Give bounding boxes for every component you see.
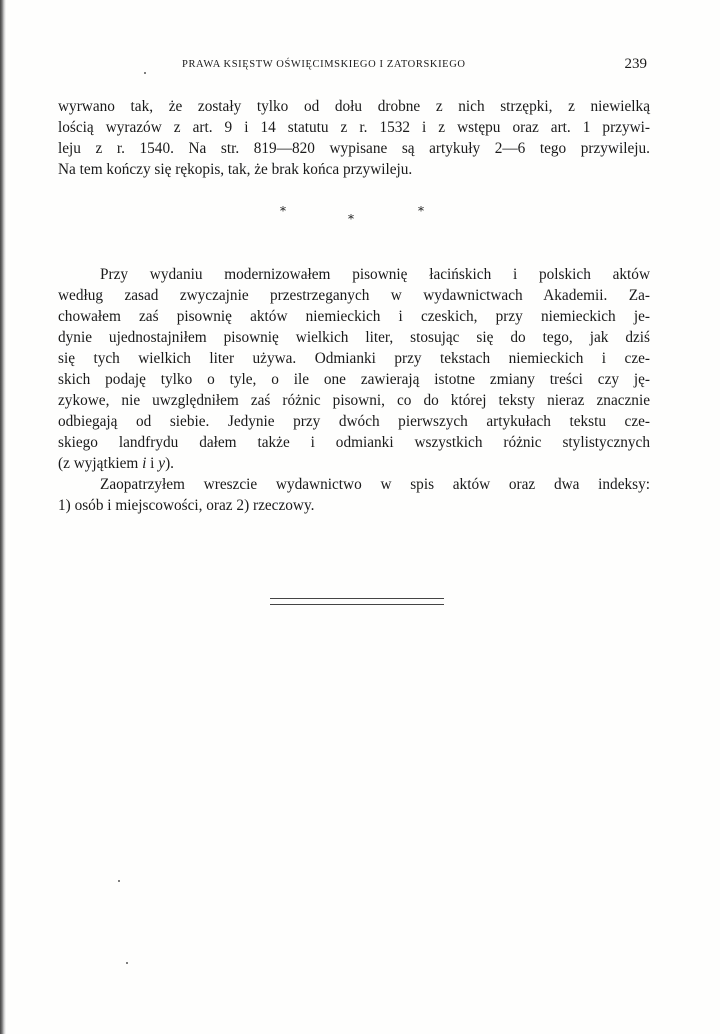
paper-speck (118, 880, 120, 882)
paragraph-manuscript-description (58, 96, 650, 180)
paper-speck (126, 962, 128, 964)
text-line: chowałem zaś pisownię aktów niemieckich i czeskich, przy niemieckich je- (58, 308, 650, 325)
asterism-separator (270, 204, 440, 228)
page-number: 239 (624, 56, 647, 72)
paper-speck (144, 72, 146, 74)
asterisk: * (280, 204, 286, 218)
text-line: odbiegają od siebie. Jedynie przy dwóch pierwszych artykułach tekstu cze- (58, 413, 650, 430)
text-line (58, 453, 650, 474)
running-title: PRAWA KSIĘSTW OŚWIĘCIMSKIEGO I ZATORSKIEGO (182, 59, 466, 70)
text-fragment: ). (165, 455, 174, 472)
asterisk: * (418, 204, 424, 218)
text-line: skich podaję tylko o tyle, o ile one zawierają istotne zmiany treści czy ję- (58, 371, 650, 388)
italic-letter: i (142, 455, 147, 472)
text-fragment: i (146, 455, 159, 472)
asterisk: * (348, 212, 354, 226)
text-line: Na tem kończy się rękopis, tak, że brak końca przywileju. (58, 161, 413, 178)
text-line: lością wyrazów z art. 9 i 14 statutu z r. 1532 i z wstępu oraz art. 1 przywi- (58, 119, 650, 136)
closing-double-rule (270, 598, 444, 605)
text-line: leju z r. 1540. Na str. 819—820 wypisane są artykuły 2—6 tego przywileju. (58, 140, 650, 157)
paragraph-indexes (58, 474, 650, 516)
paragraph-editorial-principles (58, 264, 650, 474)
text-line: się tych wielkich liter używa. Odmianki przy tekstach niemieckich i cze- (58, 350, 650, 367)
text-fragment: (z wyjątkiem (58, 455, 143, 472)
text-line: według zasad zwyczajnie przestrzeganych w wydawnictwach Akademii. Za- (58, 287, 650, 304)
italic-letter: y (158, 455, 166, 472)
text-line: zykowe, nie uwzględniłem zaś różnic pisowni, co do której teksty nieraz znacznie (58, 392, 650, 409)
text-line: wyrwano tak, że zostały tylko od dołu drobne z nich strzępki, z niewielką (58, 98, 650, 115)
text-line: Zaopatrzyłem wreszcie wydawnictwo w spis aktów oraz dwa indeksy: (100, 476, 650, 493)
binding-edge (0, 0, 6, 1034)
text-line: 1) osób i miejscowości, oraz 2) rzeczowy. (58, 497, 315, 514)
text-line: dynie ujednostajniłem pisownię wielkich liter, stosując się do tego, jak dziś (58, 329, 650, 346)
page-header (60, 56, 650, 76)
text-line: Przy wydaniu modernizowałem pisownię łacińskich i polskich aktów (100, 266, 650, 283)
text-line: skiego landfrydu dałem także i odmianki wszystkich różnic stylistycznych (58, 434, 650, 451)
